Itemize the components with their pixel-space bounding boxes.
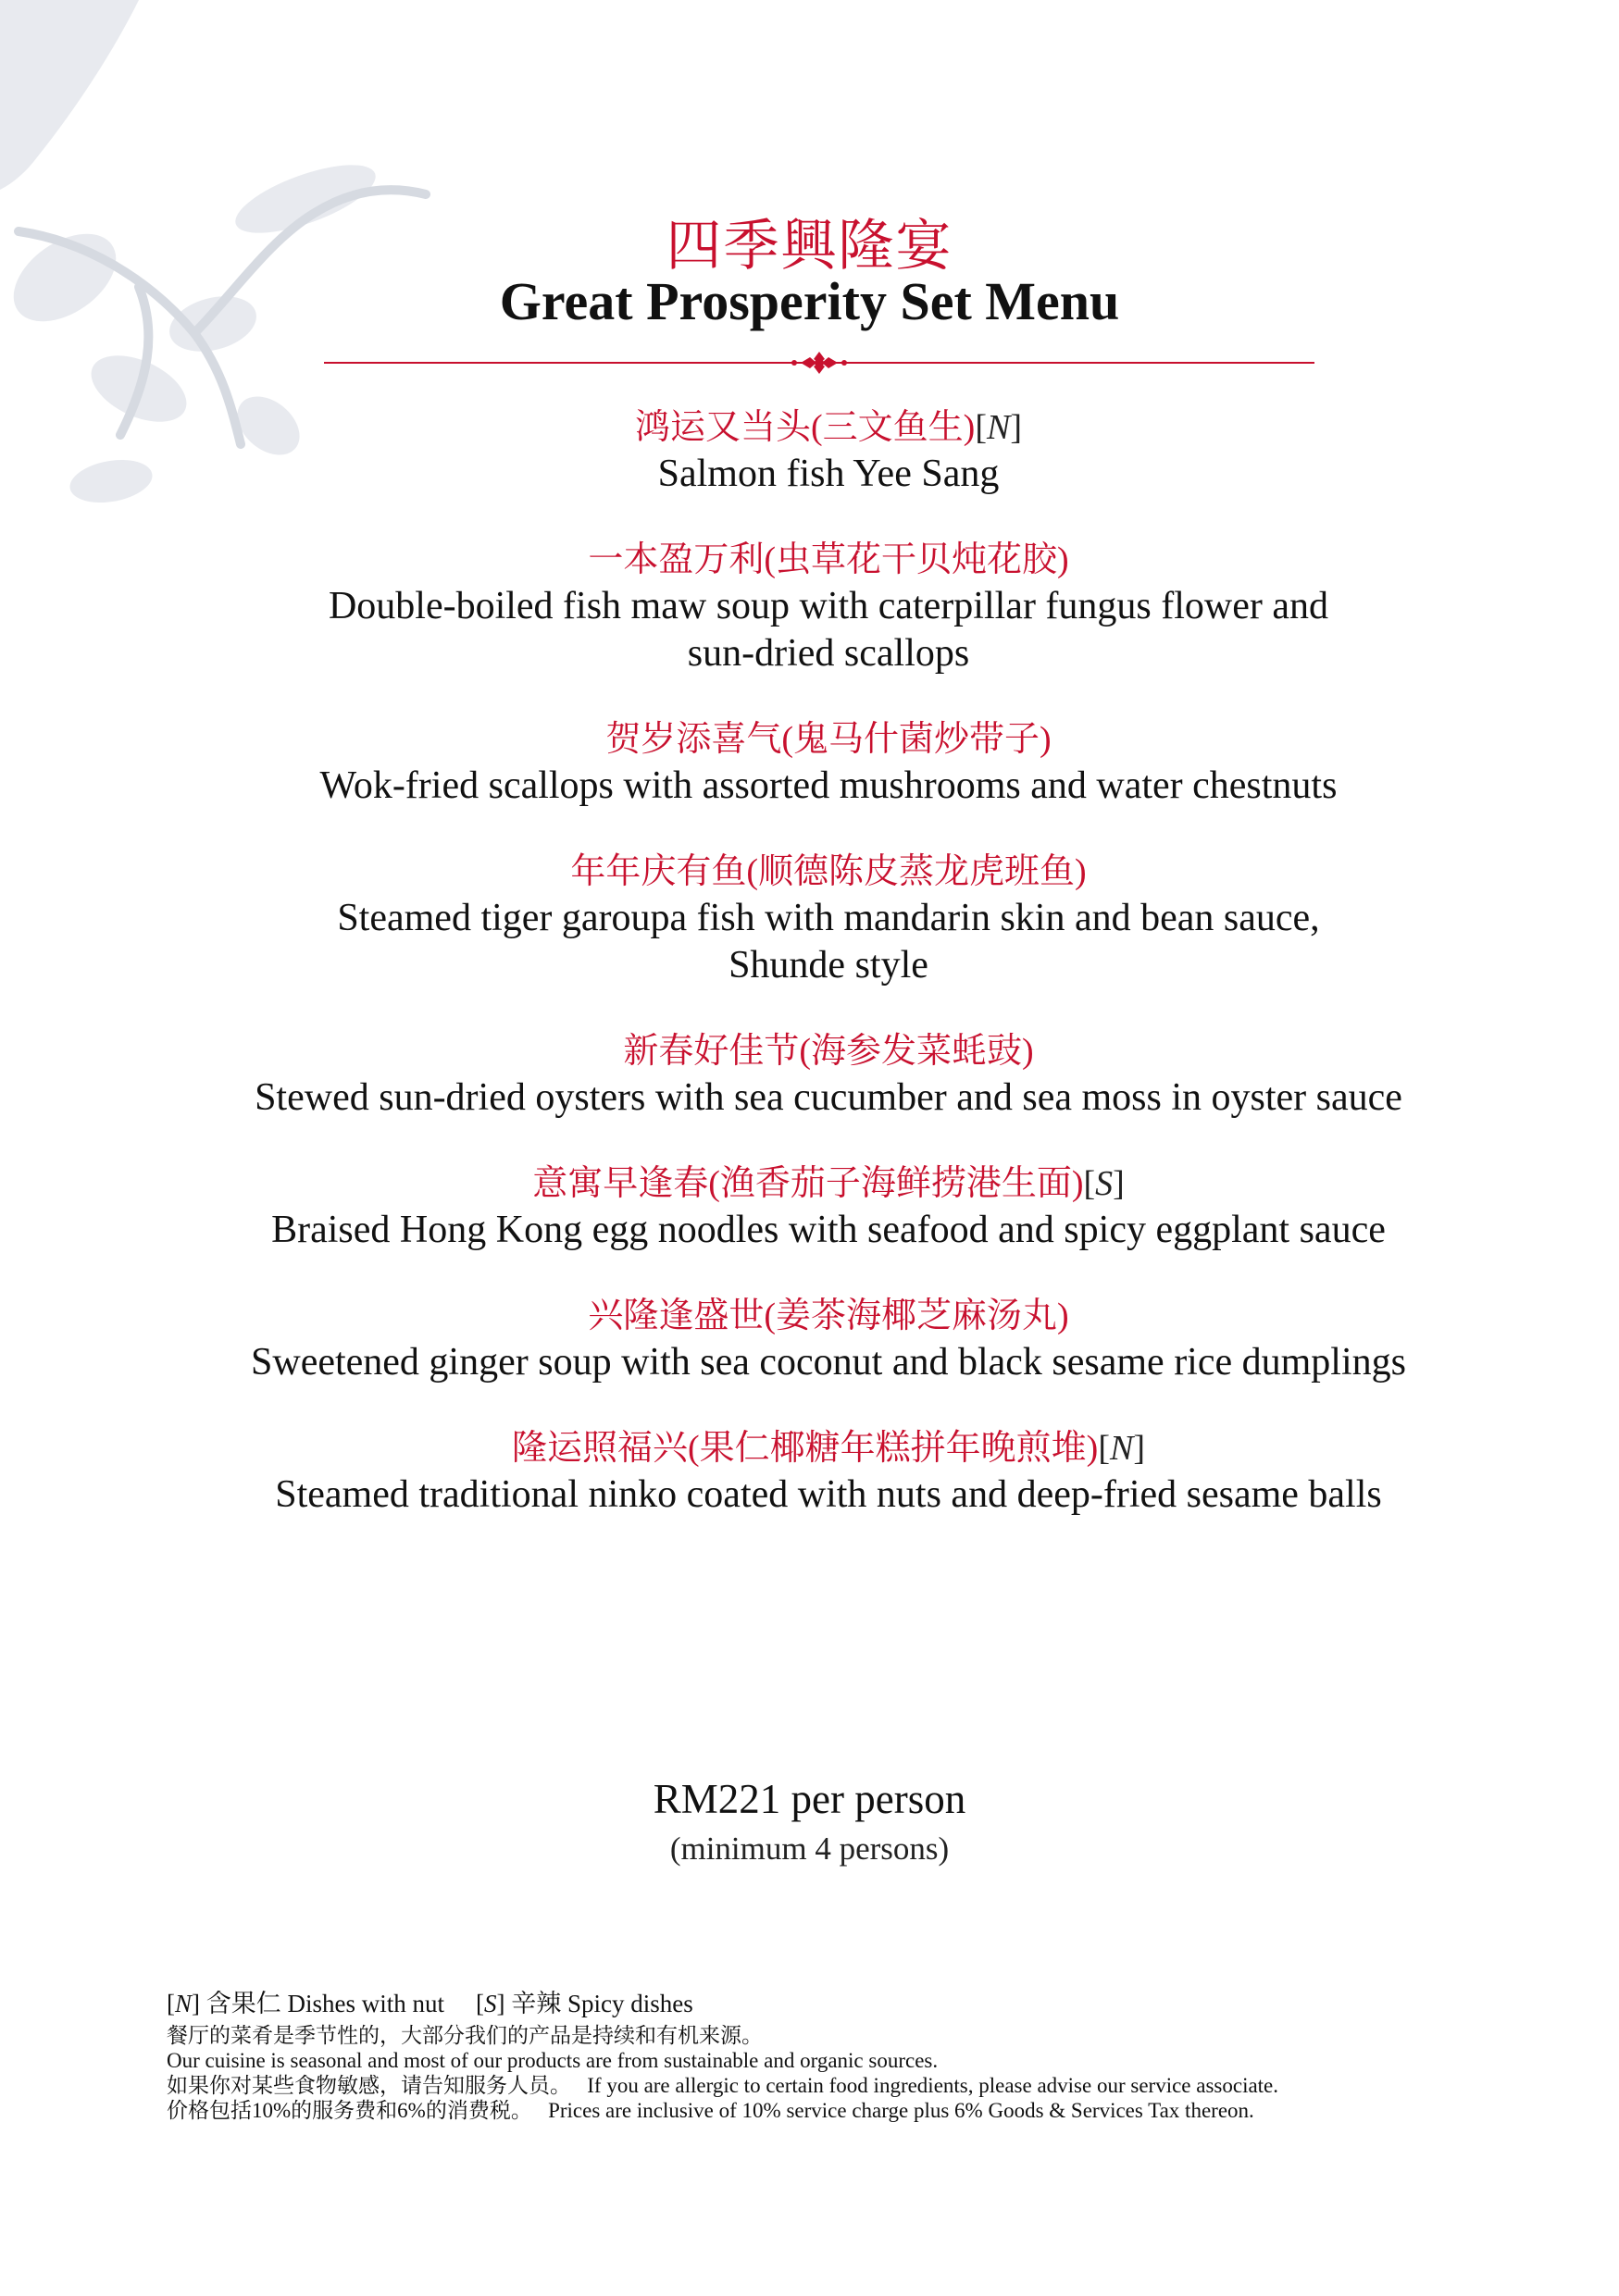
price-per-person: RM221 per person xyxy=(653,1776,966,1822)
dish-name-english: Braised Hong Kong egg noodles with seafood and spicy eggplant sauce xyxy=(271,1209,1386,1251)
dish-name-english-line2: sun-dried scallops xyxy=(687,632,970,675)
dish-name-chinese: 隆运照福兴(果仁椰糖年糕拼年晚煎堆) xyxy=(512,1429,1099,1468)
dish-item xyxy=(120,716,1537,810)
dish-name-chinese: 新春好佳节(海参发菜蚝豉) xyxy=(623,1032,1034,1071)
dish-name-english: Sweetened ginger soup with sea coconut and black sesame rice dumplings xyxy=(251,1341,1406,1384)
dish-item xyxy=(120,1028,1537,1122)
minimum-persons-note: (minimum 4 persons) xyxy=(669,1831,950,1867)
tag-open-bracket: [ xyxy=(1098,1429,1110,1468)
legend-item-nut: [N] 含果仁 Dishes with nut xyxy=(167,1990,445,2017)
tag-open-bracket: [ xyxy=(1083,1164,1096,1203)
allergy-note: 如果你对某些食物敏感，请告知服务人员。 If you are allergic to certain food ingredients, please advise our service associate. xyxy=(167,2074,1279,2097)
footer-notes xyxy=(167,1988,1518,2123)
dish-tag: S xyxy=(1095,1164,1114,1203)
tax-note: 价格包括10%的服务费和6%的消费税。 Prices are inclusive of 10% service charge plus 6% Goods & Services Tax thereon. xyxy=(167,2099,1254,2122)
dish-item xyxy=(120,1160,1537,1254)
legend-item-spicy: [S] 辛辣 Spicy dishes xyxy=(476,1990,693,2017)
dish-name-english: Salmon fish Yee Sang xyxy=(657,453,1000,495)
menu-title-chinese: 四季興隆宴 xyxy=(666,216,953,277)
dish-item xyxy=(120,849,1537,989)
tag-close-bracket: ] xyxy=(1010,408,1022,447)
dish-item xyxy=(120,404,1537,498)
dish-name-english: Steamed traditional ninko coated with nuts and deep-fried sesame balls xyxy=(275,1473,1382,1516)
seasonal-note-chinese: 餐厅的菜肴是季节性的，大部分我们的产品是持续和有机来源。 xyxy=(167,2024,763,2047)
dish-name-english-line2: Shunde style xyxy=(729,944,928,987)
dish-name-chinese: 兴隆逢盛世(姜茶海椰芝麻汤丸) xyxy=(588,1297,1069,1335)
dish-name-chinese: 贺岁添喜气(鬼马什菌炒带子) xyxy=(605,720,1052,759)
dish-name-chinese: 意寓早逢春(渔香茄子海鲜捞港生面) xyxy=(532,1164,1084,1203)
tag-close-bracket: ] xyxy=(1113,1164,1125,1203)
legend-tag: S xyxy=(484,1990,497,2017)
dish-tag: N xyxy=(986,408,1011,447)
dish-name-english: Steamed tiger garoupa fish with mandarin skin and bean sauce, xyxy=(337,897,1320,939)
legend xyxy=(167,1988,1518,2019)
dish-name-english: Double-boiled fish maw soup with caterpillar fungus flower and xyxy=(328,585,1329,627)
dish-tag: N xyxy=(1109,1429,1134,1468)
dish-name-chinese: 一本盈万利(虫草花干贝炖花胶) xyxy=(588,540,1069,579)
dish-name-english: Wok-fried scallops with assorted mushrooms and water chestnuts xyxy=(319,764,1338,807)
dish-item xyxy=(120,1293,1537,1386)
dish-name-chinese: 年年庆有鱼(顺德陈皮蒸龙虎班鱼) xyxy=(570,852,1087,891)
legend-tag: N xyxy=(175,1990,193,2017)
dish-name-chinese: 鸿运又当头(三文鱼生) xyxy=(635,408,976,447)
tag-open-bracket: [ xyxy=(975,408,987,447)
ornament-divider-icon xyxy=(324,352,1314,374)
legend-text: 辛辣 Spicy dishes xyxy=(511,1990,693,2017)
dish-list xyxy=(120,404,1537,1558)
legend-text: 含果仁 Dishes with nut xyxy=(205,1990,445,2017)
tag-close-bracket: ] xyxy=(1133,1429,1145,1468)
dish-item xyxy=(120,1425,1537,1519)
seasonal-note-english: Our cuisine is seasonal and most of our products are from sustainable and organic sources. xyxy=(167,2049,939,2072)
menu-title-english: Great Prosperity Set Menu xyxy=(499,271,1120,331)
dish-item xyxy=(120,537,1537,677)
dish-name-english: Stewed sun-dried oysters with sea cucumber and sea moss in oyster sauce xyxy=(255,1076,1402,1119)
